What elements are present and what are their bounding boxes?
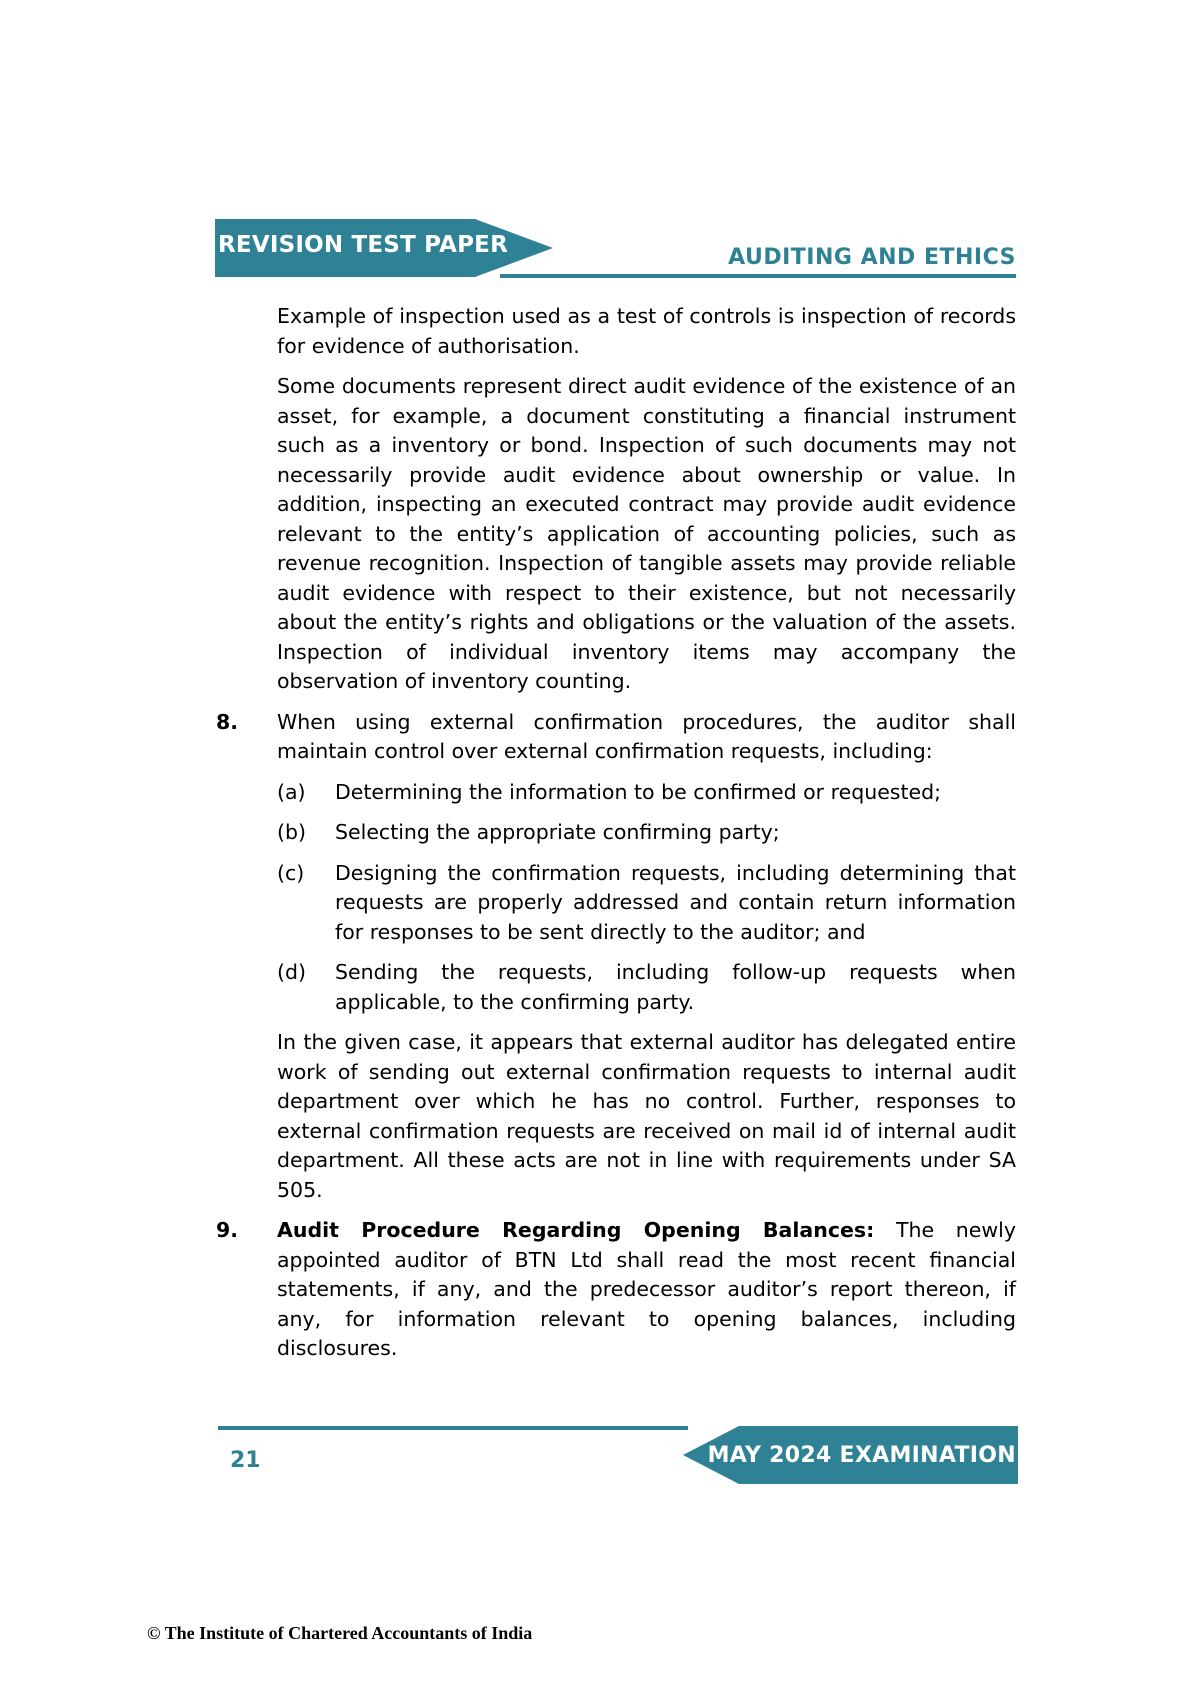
answer-8 (216, 708, 1016, 767)
answer-8-number: 8. (216, 709, 239, 734)
list-item-text: Sending the requests, including follow-up requests when applicable, to the confirming party. (335, 960, 1016, 1014)
list-item (277, 859, 1016, 948)
list-item (277, 778, 1016, 808)
paragraph-inspection-example: Example of inspection used as a test of controls is inspection of records for evidence of authorisation. (277, 304, 1016, 358)
answer-8-intro: When using external confirmation procedures, the auditor shall maintain control over external confirmation requests, including: (277, 709, 1016, 763)
paragraph-documents: Some documents represent direct audit evidence of the existence of an asset, for example, a document constituting a financial instrument such as a inventory or bond. Inspection of such documents may not necessarily provide audit evidence about ownership or value. In addition, inspecting an executed contract may provide audit evidence relevant to the entity’s application of accounting policies, such as revenue recognition. Inspection of tangible assets may provide reliable audit evidence with respect to their existence, but not necessarily about the entity’s rights and obligations or the valuation of the assets. Inspection of individual inventory items may accompany the observation of inventory counting. (277, 374, 1016, 693)
header-rule (500, 274, 1016, 278)
page-number: 21 (230, 1448, 261, 1473)
list-item-label: (d) (277, 960, 307, 984)
footer-rule (218, 1426, 688, 1430)
list-item-label: (a) (277, 779, 306, 804)
list-item-label: (b) (277, 820, 307, 844)
list-item (277, 818, 1016, 848)
list-item-label: (c) (277, 860, 305, 885)
answer-8-list (277, 778, 1016, 1018)
answer-9-text: The newly appointed auditor of BTN Ltd shall read the most recent financial statements, if any, and the predecessor auditor’s report thereon, if any, for information relevant to opening balances, including disclosures. (277, 1218, 1016, 1360)
list-item (277, 958, 1016, 1017)
header-left-title: REVISION TEST PAPER (218, 232, 508, 258)
list-item-text: Selecting the appropriate confirming party; (335, 820, 780, 844)
answer-9 (216, 1216, 1016, 1364)
header-subject-title: AUDITING AND ETHICS (728, 245, 1016, 270)
copyright-notice: © The Institute of Chartered Accountants of India (147, 1623, 533, 1643)
answer-9-number: 9. (216, 1218, 239, 1242)
answer-8-conclusion: In the given case, it appears that external auditor has delegated entire work of sending out external confirmation requests to internal audit department over which he has no control. Further, responses to external confirmation requests are received on mail id of internal audit department. All these acts are not in line with requirements under SA 505. (277, 1030, 1016, 1202)
footer-exam-title: MAY 2024 EXAMINATION (707, 1443, 1016, 1468)
list-item-text: Determining the information to be confirmed or requested; (335, 779, 942, 804)
answer-9-heading: Audit Procedure Regarding Opening Balances: (277, 1218, 875, 1242)
page-content (216, 302, 1016, 1375)
list-item-text: Designing the confirmation requests, including determining that requests are properly addressed and contain return information for responses to be sent directly to the auditor; and (335, 860, 1016, 944)
